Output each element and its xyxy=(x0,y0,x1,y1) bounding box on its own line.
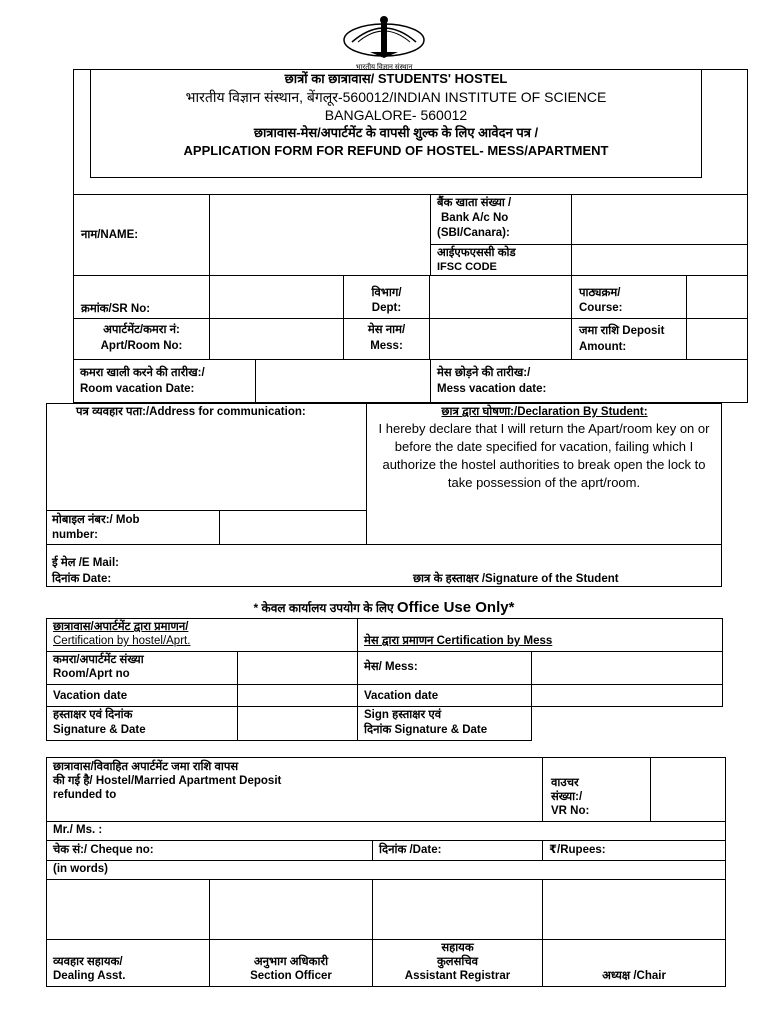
refund-table xyxy=(46,757,726,987)
header-title-2: भारतीय विज्ञान संस्थान, बेंगलूर-560012/INDIAN INSTITUTE OF SCIENCE xyxy=(185,89,607,105)
header-title-5: APPLICATION FORM FOR REFUND OF HOSTEL- MESS/APARTMENT xyxy=(183,143,609,158)
header-title-3: BANGALORE- 560012 xyxy=(324,107,468,123)
section-officer-label: अनुभाग अधिकारी Section Officer xyxy=(210,940,373,987)
office-room-field[interactable] xyxy=(238,652,358,685)
amount-in-words-label: (in words) xyxy=(47,861,726,880)
recipient-label: Mr./ Ms. : xyxy=(47,822,726,841)
ifsc-label: आईएफएससी कोड IFSC CODE xyxy=(437,247,516,273)
address-field[interactable] xyxy=(48,422,364,508)
cheque-date-label: दिनांक /Date: xyxy=(373,841,543,861)
office-mess-vacation-field[interactable] xyxy=(532,685,723,707)
divider xyxy=(73,275,748,276)
logo-caption: भारतीय विज्ञान संस्थान xyxy=(355,64,413,71)
office-mess-field[interactable] xyxy=(532,652,723,685)
address-label: पत्र व्यवहार पता:/Address for communication: xyxy=(76,406,306,418)
sr-no-label: क्रमांक/SR No: xyxy=(81,303,151,315)
room-vacation-date-field[interactable] xyxy=(256,360,430,403)
room-vacation-date-label: कमरा खाली करने की तारीख:/ Room vacation Date: xyxy=(80,367,205,395)
mess-vacation-date-field[interactable] xyxy=(572,360,747,403)
declaration-text: I hereby declare that I will return the Apart/room key on or before the date specified for vacation, failing which I authorize the hostel authorities to break open the lock to take possession of the aprt/room. xyxy=(378,421,710,490)
chair-sign-field[interactable] xyxy=(543,880,726,940)
name-label: नाम/NAME: xyxy=(81,229,139,241)
hostel-sign-field[interactable] xyxy=(238,707,358,741)
declaration-title: छात्र द्वारा घोषणा:/Declaration By Student: xyxy=(441,406,648,418)
section-officer-sign-field[interactable] xyxy=(210,880,373,940)
dealing-asst-label: व्यवहार सहायक/ Dealing Asst. xyxy=(47,940,210,987)
chair-label: अध्यक्ष /Chair xyxy=(543,940,726,987)
hostel-certification-header: छात्रावास/अपार्टमेंट द्वारा प्रमाणन/ Certification by hostel/Aprt. xyxy=(47,619,358,652)
course-label: पाठ्यक्रम/ Course: xyxy=(579,287,623,314)
rupees-label: ₹/Rupees: xyxy=(543,841,726,861)
vr-no-label: वाउचर संख्या:/ VR No: xyxy=(543,758,651,822)
office-mess-vacation-label: Vacation date xyxy=(358,685,532,707)
dealing-sign-field[interactable] xyxy=(47,880,210,940)
bank-account-label: बैंक खाता संख्या / Bank A/c No (SBI/Canara): xyxy=(437,197,512,239)
mobile-field[interactable] xyxy=(220,511,366,544)
mess-certification-header: मेस द्वारा प्रमाणन Certification by Mess xyxy=(358,619,723,652)
divider xyxy=(430,359,431,403)
header-title-1: छात्रों का छात्रावास/ STUDENTS' HOSTEL xyxy=(284,71,508,86)
bank-account-field[interactable] xyxy=(572,195,747,244)
student-date-label: दिनांक Date: xyxy=(52,573,112,585)
divider xyxy=(366,403,367,544)
office-vacation-label: Vacation date xyxy=(47,685,238,707)
divider xyxy=(73,318,748,319)
blank-cell xyxy=(532,707,723,741)
mess-name-field[interactable] xyxy=(430,319,571,359)
office-vacation-field[interactable] xyxy=(238,685,358,707)
student-signature-label: छात्र के हस्ताक्षर /Signature of the Student xyxy=(413,573,619,585)
name-field[interactable] xyxy=(210,195,430,275)
deposit-refunded-label: छात्रावास/विवाहित अपार्टमेंट जमा राशि वापस की गई है/ Hostel/Married Apartment Deposit refunded to xyxy=(47,758,543,822)
sr-no-field[interactable] xyxy=(210,276,343,318)
emblem-icon xyxy=(340,12,428,60)
assistant-registrar-label: सहायक कुलसचिव Assistant Registrar xyxy=(373,940,543,987)
mess-vacation-date-label: मेस छोड़ने की तारीख:/ Mess vacation date: xyxy=(437,367,547,395)
divider xyxy=(430,194,431,275)
dept-label: विभाग/ Dept: xyxy=(371,287,402,314)
mess-name-label: मेस नाम/ Mess: xyxy=(367,324,406,352)
office-use-table xyxy=(46,618,723,741)
deposit-amount-label: जमा राशि Deposit Amount: xyxy=(579,325,665,353)
mobile-label: मोबाइल नंबर:/ Mob number: xyxy=(52,514,140,541)
dept-field[interactable] xyxy=(430,276,571,318)
room-no-label: अपार्टमेंट/कमरा नं: Aprt/Room No: xyxy=(100,324,183,352)
email-label: ई मेल /E Mail: xyxy=(52,557,119,569)
cheque-no-label: चेक सं:/ Cheque no: xyxy=(47,841,373,861)
course-field[interactable] xyxy=(687,276,747,318)
room-no-field[interactable] xyxy=(210,319,343,359)
hostel-sign-label: हस्ताक्षर एवं दिनांक Signature & Date xyxy=(47,707,238,741)
ifsc-field[interactable] xyxy=(572,245,747,275)
office-use-title: * केवल कार्यालय उपयोग के लिए Office Use Only* xyxy=(253,599,515,616)
office-room-label: कमरा/अपार्टमेंट संख्या Room/Aprt no xyxy=(47,652,238,685)
office-mess-label: मेस/ Mess: xyxy=(358,652,532,685)
divider xyxy=(46,544,722,545)
vr-no-field[interactable] xyxy=(651,758,726,822)
mess-sign-label: Sign हस्ताक्षर एवं दिनांक Signature & Date xyxy=(358,707,532,741)
deposit-amount-field[interactable] xyxy=(687,319,747,359)
institute-logo xyxy=(340,12,428,70)
header-title-4: छात्रावास-मेस/अपार्टमेंट के वापसी शुल्क के लिए आवेदन पत्र / xyxy=(253,125,539,140)
assistant-registrar-sign-field[interactable] xyxy=(373,880,543,940)
